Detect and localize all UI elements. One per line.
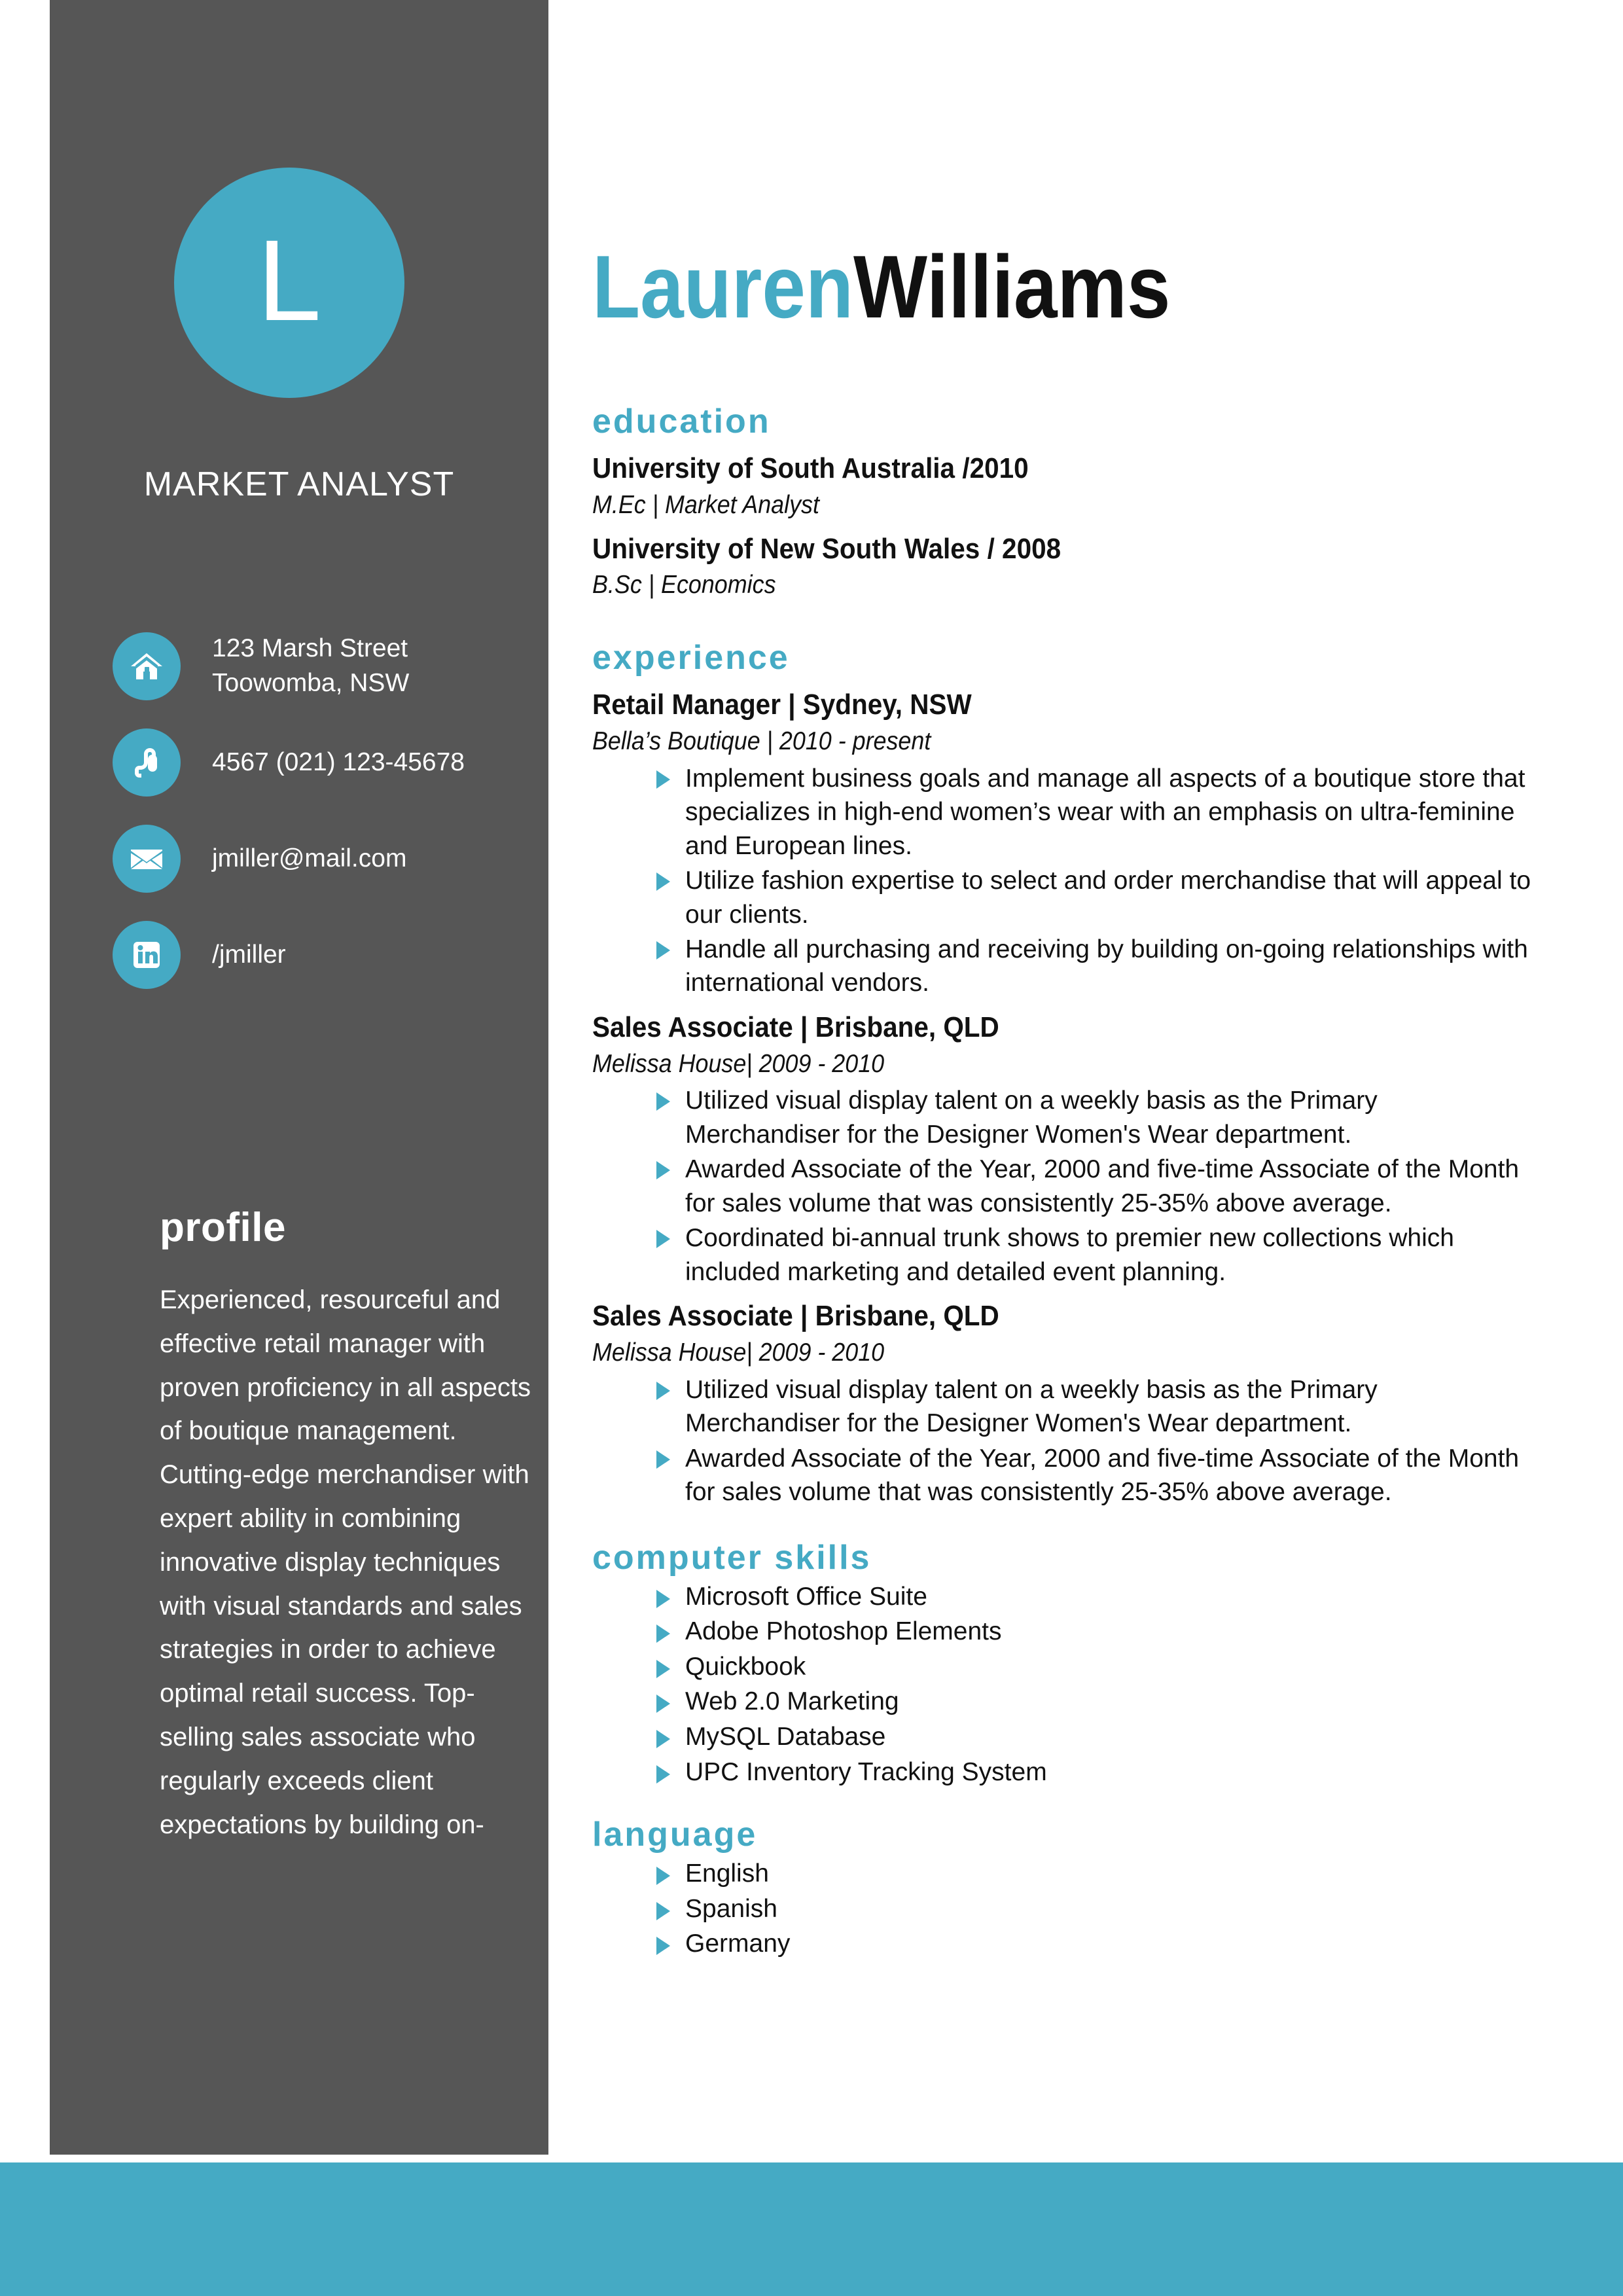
triangle-bullet-icon: [656, 1695, 670, 1713]
list-item: [592, 1221, 1535, 1289]
triangle-bullet-icon: [656, 1765, 670, 1784]
computer-skills-list: [592, 1581, 1535, 1787]
triangle-bullet-icon: [656, 1730, 670, 1748]
profile-heading: profile: [160, 1205, 286, 1250]
main-content: [592, 0, 1535, 1964]
list-item-text: Utilize fashion expertise to select and order merchandise that will appeal to our clients.: [685, 867, 1531, 929]
list-item: [592, 864, 1535, 931]
email-text: [212, 842, 406, 876]
education-entry: [592, 532, 1535, 602]
triangle-bullet-icon: [656, 1161, 670, 1179]
experience-bullet-list: [592, 1084, 1535, 1289]
linkedin-handle-text: [212, 938, 286, 973]
list-item-text: Web 2.0 Marketing: [685, 1687, 899, 1716]
list-item: [592, 1651, 1535, 1683]
list-item: [592, 933, 1535, 1000]
education-entry-title: University of South Australia /2010: [592, 452, 1029, 484]
experience-entry: [592, 688, 1535, 1000]
list-item-text: Microsoft Office Suite: [685, 1582, 927, 1611]
education-entry-sub: B.Sc | Economics: [592, 571, 776, 600]
education-entry-sub: M.Ec | Market Analyst: [592, 490, 819, 519]
experience-entry-title: Sales Associate | Brisbane, QLD: [592, 1300, 999, 1333]
triangle-bullet-icon: [656, 1867, 670, 1885]
job-title: MARKET ANALYST: [143, 465, 455, 503]
profile-text: Experienced, resourceful and effective retail manager with proven proficiency in all aspects of boutique management. Cutting-edge merchandiser with expert ability in combining innovative display techniques with visual standards and sales strategies in order to achieve optimal retail success. Top-selling sales associate who regularly exceeds client expectations by building on-: [160, 1285, 531, 1839]
address-text: [212, 632, 409, 700]
list-item: [592, 1616, 1535, 1647]
list-item: [592, 1442, 1535, 1509]
list-item: [592, 1858, 1535, 1890]
triangle-bullet-icon: [656, 1937, 670, 1955]
phone-number: 4567 (021) 123-45678: [212, 747, 465, 776]
list-item: [592, 1153, 1535, 1220]
experience-entry: [592, 1299, 1535, 1509]
linkedin-icon: [113, 921, 181, 989]
list-item: [592, 1757, 1535, 1788]
last-name: Williams: [853, 237, 1171, 336]
list-item: [592, 1686, 1535, 1717]
list-item: [592, 1928, 1535, 1960]
contact-list: [113, 632, 531, 1017]
list-item-text: Quickbook: [685, 1652, 806, 1681]
contact-item-address: [113, 632, 531, 700]
list-item-text: Utilized visual display talent on a weekly basis as the Primary Merchandiser for the Designer Women's Wear department.: [685, 1086, 1378, 1149]
phone-text: [212, 745, 465, 780]
phone-icon: [113, 728, 181, 797]
experience-heading: experience: [592, 639, 790, 677]
avatar-initial: L: [257, 217, 321, 345]
first-name: Lauren: [592, 237, 854, 336]
list-item: [592, 762, 1535, 863]
address-line-1: 123 Marsh Street: [212, 634, 408, 662]
list-item: [592, 1581, 1535, 1613]
triangle-bullet-icon: [656, 1902, 670, 1920]
list-item-text: English: [685, 1859, 769, 1888]
experience-entry-sub: Bella’s Boutique | 2010 - present: [592, 726, 931, 755]
email-address: jmiller@mail.com: [212, 844, 407, 872]
experience-entry-title: Retail Manager | Sydney, NSW: [592, 689, 972, 721]
sidebar: [50, 0, 548, 2155]
list-item: [592, 1373, 1535, 1441]
address-line-2: Toowomba, NSW: [212, 668, 410, 697]
profile-section: [160, 1204, 539, 1846]
list-item: [592, 1893, 1535, 1925]
experience-entry-sub: Melissa House| 2009 - 2010: [592, 1338, 885, 1367]
education-heading: education: [592, 403, 771, 440]
experience-entry-sub: Melissa House| 2009 - 2010: [592, 1049, 885, 1078]
list-item-text: UPC Inventory Tracking System: [685, 1757, 1047, 1786]
triangle-bullet-icon: [656, 941, 670, 960]
computer-skills-heading: computer skills: [592, 1538, 872, 1577]
avatar: [174, 168, 404, 398]
language-list: [592, 1858, 1535, 1960]
list-item-text: Coordinated bi-annual trunk shows to premier new collections which included marketing and detailed event planning.: [685, 1224, 1454, 1286]
list-item-text: MySQL Database: [685, 1723, 886, 1751]
envelope-icon: [113, 825, 181, 893]
experience-entry-title: Sales Associate | Brisbane, QLD: [592, 1011, 999, 1043]
triangle-bullet-icon: [656, 872, 670, 891]
triangle-bullet-icon: [656, 1092, 670, 1111]
triangle-bullet-icon: [656, 1382, 670, 1400]
list-item: [592, 1084, 1535, 1151]
triangle-bullet-icon: [656, 770, 670, 789]
experience-bullet-list: [592, 762, 1535, 1000]
page-title: [592, 237, 1421, 336]
list-item-text: Awarded Associate of the Year, 2000 and five-time Associate of the Month for sales volume that was consistently 25-35% above average.: [685, 1155, 1520, 1217]
list-item-text: Handle all purchasing and receiving by building on-going relationships with international vendors.: [685, 935, 1528, 997]
triangle-bullet-icon: [656, 1590, 670, 1608]
list-item-text: Spanish: [685, 1894, 777, 1923]
list-item-text: Utilized visual display talent on a weekly basis as the Primary Merchandiser for the Designer Women's Wear department.: [685, 1375, 1378, 1438]
contact-item-phone: [113, 728, 531, 797]
list-item: [592, 1721, 1535, 1753]
language-heading: language: [592, 1816, 758, 1854]
experience-bullet-list: [592, 1373, 1535, 1509]
experience-entry: [592, 1011, 1535, 1289]
list-item-text: Germany: [685, 1929, 791, 1958]
education-entry: [592, 452, 1535, 522]
education-entry-title: University of New South Wales / 2008: [592, 532, 1061, 565]
triangle-bullet-icon: [656, 1660, 670, 1678]
linkedin-handle: /jmiller: [212, 940, 286, 969]
triangle-bullet-icon: [656, 1624, 670, 1643]
list-item-text: Implement business goals and manage all aspects of a boutique store that specializes in high-end women’s wear with an emphasis on ultra-feminine and European lines.: [685, 764, 1525, 860]
list-item-text: Adobe Photoshop Elements: [685, 1617, 1002, 1646]
home-icon: [113, 632, 181, 700]
triangle-bullet-icon: [656, 1230, 670, 1248]
triangle-bullet-icon: [656, 1450, 670, 1469]
contact-item-linkedin: [113, 921, 531, 989]
contact-item-email: [113, 825, 531, 893]
footer-accent-bar: [0, 2162, 1623, 2296]
list-item-text: Awarded Associate of the Year, 2000 and five-time Associate of the Month for sales volume that was consistently 25-35% above average.: [685, 1444, 1520, 1507]
